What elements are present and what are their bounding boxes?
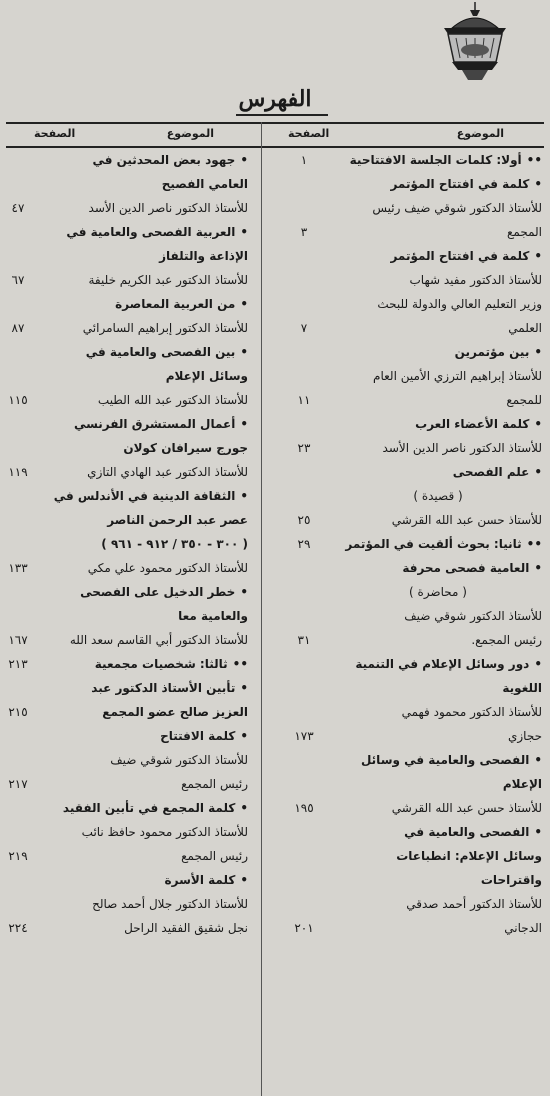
title-underline: [236, 114, 328, 116]
header-page-right: الصفحة: [288, 127, 330, 140]
toc-topic-text: للمجمع: [506, 393, 542, 407]
toc-topic-text: للأستاذ الدكتور جلال أحمد صالح: [92, 897, 248, 911]
toc-entry: [262, 244, 550, 268]
right-column: [262, 148, 550, 1096]
toc-topic-text: حجازي: [507, 729, 542, 743]
toc-topic-text: للأستاذ حسن عبد الله القرشي: [391, 513, 542, 527]
toc-topic-text: والعامية معا: [178, 609, 248, 623]
toc-topic-text: رئيس المجمع.: [471, 633, 542, 647]
toc-entry: [0, 244, 262, 268]
toc-topic-text: • أعمال المستشرق الفرنسي: [40, 412, 248, 436]
toc-entry: [262, 196, 550, 220]
toc-topic-text: • من العربية المعاصرة: [40, 292, 248, 316]
toc-topic-text: للأستاذ الدكتور أبي القاسم سعد الله: [69, 633, 248, 647]
toc-topic-text: • كلمة المجمع في تأبين الفقيد: [40, 796, 248, 820]
toc-topic-text: للأستاذ الدكتور محمود حافظ نائب: [81, 825, 248, 839]
toc-topic-text: ( محاضرة ): [409, 585, 467, 599]
toc-topic-text: رئيس المجمع: [181, 849, 248, 863]
toc-entry: [0, 292, 262, 316]
toc-topic-text: • تأبين الأستاذ الدكتور عبد: [40, 676, 248, 700]
toc-entry: [0, 364, 262, 388]
toc-page-number: ٧: [300, 321, 308, 335]
toc-topic-text: •• أولا: كلمات الجلسة الافتتاحية: [334, 148, 542, 172]
toc-topic-text: • بين مؤتمرين: [334, 340, 542, 364]
toc-page-number: ٣١: [297, 633, 311, 647]
toc-topic-text: • كلمة في افتتاح المؤتمر: [334, 244, 542, 268]
toc-entry: [0, 676, 262, 700]
toc-entry: [0, 772, 262, 796]
toc-entry: [262, 772, 550, 796]
toc-topic-text: للأستاذ حسن عبد الله القرشي: [391, 801, 542, 815]
toc-entry: [0, 148, 262, 172]
toc-entry: [0, 844, 262, 868]
toc-entry: [0, 724, 262, 748]
toc-entry: [262, 532, 550, 556]
toc-entry: [262, 700, 550, 724]
toc-entry: [262, 844, 550, 868]
toc-entry: [262, 364, 550, 388]
toc-entry: [0, 436, 262, 460]
toc-page-number: ٢١٣: [8, 657, 28, 671]
toc-entry: [0, 172, 262, 196]
toc-entry: [0, 268, 262, 292]
toc-page-number: ٦٧: [11, 273, 25, 287]
page-title: الفهرس: [238, 86, 312, 112]
toc-topic-text: نجل شقيق الفقيد الراحل: [124, 921, 248, 935]
toc-entry: [0, 484, 262, 508]
toc-topic-text: • الثقافة الدينية في الأندلس في: [40, 484, 248, 508]
toc-entry: [262, 820, 550, 844]
toc-topic-text: • علم الفصحى: [334, 460, 542, 484]
toc-entry: [0, 868, 262, 892]
toc-entry: [0, 652, 262, 676]
toc-entry: [0, 748, 262, 772]
toc-entry: [0, 796, 262, 820]
toc-entry: [0, 460, 262, 484]
toc-entry: [262, 796, 550, 820]
toc-topic-text: للأستاذ إبراهيم الترزي الأمين العام: [373, 369, 542, 383]
toc-entry: [262, 484, 550, 508]
toc-topic-text: •• ثالثا: شخصيات مجمعية: [40, 652, 248, 676]
toc-page-number: ٢٥: [297, 513, 311, 527]
toc-entry: [262, 388, 550, 412]
toc-entry: [0, 220, 262, 244]
toc-topic-text: الدجاني: [504, 921, 542, 935]
table-header: [6, 122, 544, 148]
toc-topic-text: • كلمة الأعضاء العرب: [334, 412, 542, 436]
toc-topic-text: العزيز صالح عضو المجمع: [102, 705, 248, 719]
toc-entry: [0, 556, 262, 580]
toc-topic-text: ( ٣٠٠ - ٣٥٠ / ٩١٢ - ٩٦١ ): [101, 537, 248, 551]
toc-topic-text: الإعلام: [502, 777, 542, 791]
toc-entry: [262, 916, 550, 940]
toc-page-number: ١١٥: [8, 393, 28, 407]
toc-topic-text: للأستاذ الدكتور عبد الكريم خليفة: [88, 273, 248, 287]
toc-topic-text: واقتراحات: [480, 873, 542, 887]
toc-topic-text: للأستاذ الدكتور شوقي ضيف: [404, 609, 542, 623]
toc-entry: [262, 556, 550, 580]
toc-page-number: ٢٩: [297, 537, 311, 551]
toc-page-number: ٢٢٤: [8, 921, 28, 935]
toc-topic-text: وزير التعليم العالي والدولة للبحث: [377, 297, 542, 311]
toc-entry: [0, 388, 262, 412]
toc-topic-text: العلمي: [508, 321, 542, 335]
toc-topic-text: للأستاذ الدكتور محمود علي مكي: [87, 561, 248, 575]
toc-topic-text: • خطر الدخيل على الفصحى: [40, 580, 248, 604]
lamp-ornament: [430, 0, 520, 85]
toc-entry: [262, 340, 550, 364]
toc-entry: [262, 268, 550, 292]
toc-entry: [0, 604, 262, 628]
toc-topic-text: رئيس المجمع: [181, 777, 248, 791]
toc-entry: [262, 460, 550, 484]
toc-topic-text: اللغوية: [502, 681, 542, 695]
toc-entry: [0, 196, 262, 220]
toc-page-number: ٣: [300, 225, 308, 239]
toc-page-number: ٨٧: [11, 321, 25, 335]
toc-entry: [0, 508, 262, 532]
toc-topic-text: • العامية فصحى محرفة: [334, 556, 542, 580]
toc-entry: [262, 892, 550, 916]
toc-entry: [0, 316, 262, 340]
header-topic-right: الموضوع: [456, 127, 504, 140]
toc-entry: [262, 628, 550, 652]
toc-entry: [0, 532, 262, 556]
toc-topic-text: • العربية الفصحى والعامية في: [40, 220, 248, 244]
left-column: [0, 148, 262, 1096]
toc-entry: [0, 340, 262, 364]
toc-topic-text: عصر عبد الرحمن الناصر: [107, 513, 248, 527]
toc-topic-text: • كلمة الافتتاح: [40, 724, 248, 748]
toc-topic-text: • الفصحى والعامية في: [334, 820, 542, 844]
toc-topic-text: • كلمة في افتتاح المؤتمر: [334, 172, 542, 196]
toc-topic-text: • بين الفصحى والعامية في: [40, 340, 248, 364]
toc-topic-text: للأستاذ الدكتور شوقي ضيف رئيس: [372, 201, 542, 215]
toc-topic-text: للأستاذ الدكتور محمود فهمي: [401, 705, 542, 719]
toc-page-number: ١٣٣: [8, 561, 28, 575]
toc-topic-text: • دور وسائل الإعلام في التنمية: [334, 652, 542, 676]
toc-entry: [262, 748, 550, 772]
toc-page-number: ١٦٧: [8, 633, 28, 647]
toc-entry: [262, 652, 550, 676]
toc-topic-text: للأستاذ الدكتور مفيد شهاب: [409, 273, 542, 287]
toc-topic-text: للأستاذ الدكتور إبراهيم السامرائي: [82, 321, 248, 335]
toc-topic-text: • الفصحى والعامية في وسائل: [334, 748, 542, 772]
toc-entry: [262, 148, 550, 172]
toc-entry: [0, 892, 262, 916]
toc-entry: [0, 916, 262, 940]
toc-topic-text: للأستاذ الدكتور عبد الله الطيب: [97, 393, 248, 407]
toc-topic-text: ( قصيدة ): [413, 489, 463, 503]
toc-page-number: ١: [300, 153, 308, 167]
toc-page-number: ٢١٩: [8, 849, 28, 863]
toc-entry: [262, 292, 550, 316]
toc-page-number: ٢١٧: [8, 777, 28, 791]
toc-topic-text: • جهود بعض المحدثين في: [40, 148, 248, 172]
toc-entry: [0, 700, 262, 724]
toc-page-number: ٢١٥: [8, 705, 28, 719]
toc-page-number: ٢٠١: [294, 921, 314, 935]
toc-entry: [0, 580, 262, 604]
toc-page-number: ١١: [297, 393, 311, 407]
toc-entry: [262, 580, 550, 604]
toc-entry: [262, 220, 550, 244]
toc-page-number: ٢٣: [297, 441, 311, 455]
toc-page-number: ١٧٣: [294, 729, 314, 743]
toc-topic-text: المجمع: [507, 225, 542, 239]
toc-entry: [262, 172, 550, 196]
toc-topic-text: جورج سيرافان كولان: [123, 441, 248, 455]
toc-entry: [262, 436, 550, 460]
toc-topic-text: للأستاذ الدكتور ناصر الدين الأسد: [88, 201, 248, 215]
toc-topic-text: للأستاذ الدكتور ناصر الدين الأسد: [382, 441, 542, 455]
toc-page-number: ١١٩: [8, 465, 28, 479]
toc-entry: [0, 628, 262, 652]
toc-entry: [262, 676, 550, 700]
toc-entry: [0, 412, 262, 436]
toc-entry: [0, 820, 262, 844]
toc-topic-text: للأستاذ الدكتور عبد الهادي التازي: [87, 465, 248, 479]
toc-topic-text: • كلمة الأسرة: [40, 868, 248, 892]
toc-topic-text: •• ثانيا: بحوث ألقيت في المؤتمر: [334, 532, 542, 556]
header-page-left: الصفحة: [34, 127, 76, 140]
toc-topic-text: وسائل الإعلام: انطباعات: [396, 849, 542, 863]
toc-entry: [262, 316, 550, 340]
toc-entry: [262, 412, 550, 436]
toc-page-number: ٤٧: [11, 201, 25, 215]
toc-topic-text: وسائل الإعلام: [165, 369, 248, 383]
header-topic-left: الموضوع: [166, 127, 214, 140]
toc-entry: [262, 508, 550, 532]
toc-topic-text: الإذاعة والتلفاز: [159, 249, 248, 263]
toc-topic-text: العامي الفصيح: [161, 177, 248, 191]
toc-topic-text: للأستاذ الدكتور شوقي ضيف: [110, 753, 248, 767]
toc-page-number: ١٩٥: [294, 801, 314, 815]
toc-entry: [262, 604, 550, 628]
toc-entry: [262, 724, 550, 748]
toc-entry: [262, 868, 550, 892]
toc-topic-text: للأستاذ الدكتور أحمد صدقي: [406, 897, 542, 911]
